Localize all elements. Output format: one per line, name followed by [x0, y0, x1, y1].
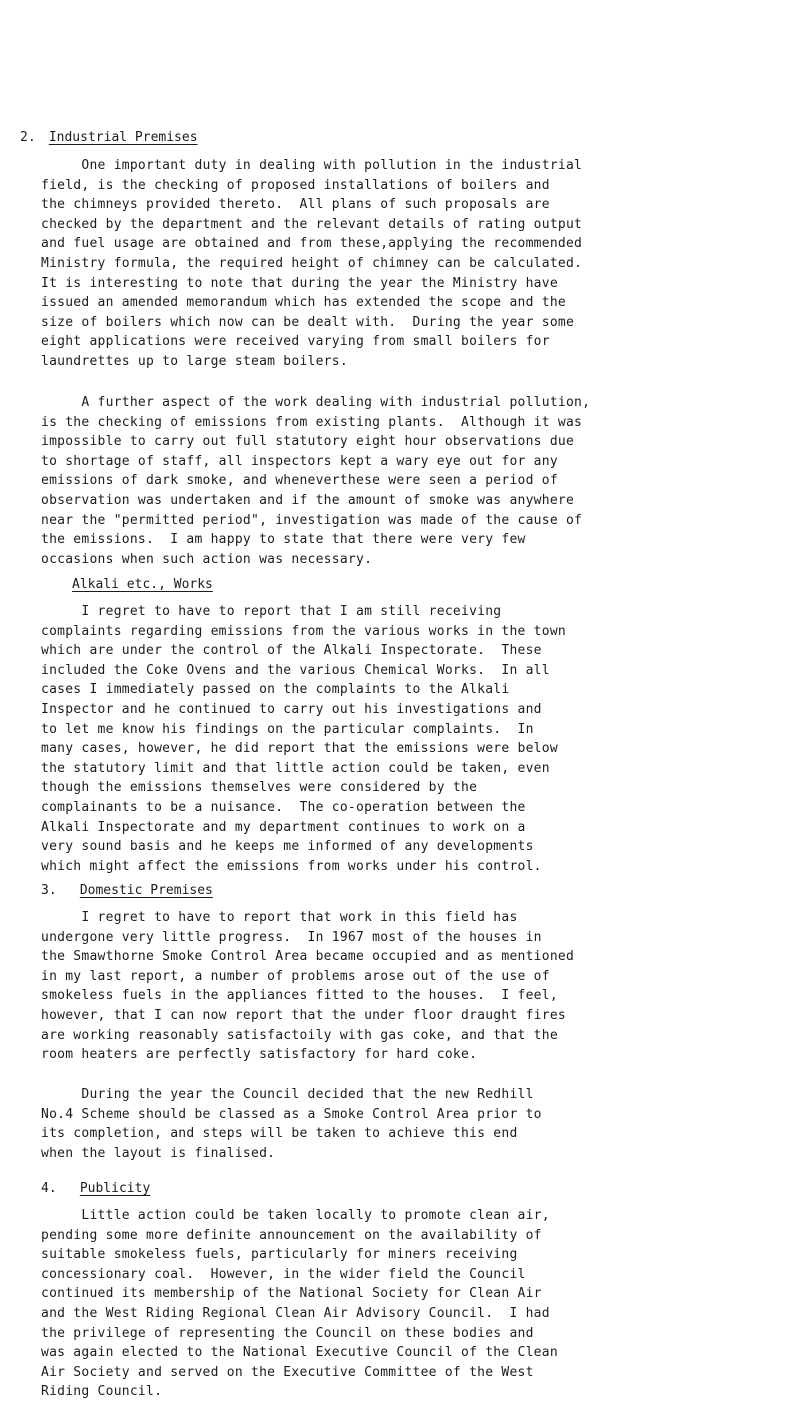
section-title: Publicity — [79, 1181, 151, 1196]
text-line: Inspector and he continued to carry out his investigations and — [41, 701, 542, 717]
paragraph-domestic-1 — [41, 908, 721, 1065]
text-line: included the Coke Ovens and the various Chemical Works. In all — [41, 662, 550, 678]
text-line: occasions when such action was necessary. — [41, 551, 373, 567]
text-line: however, that I can now report that the under floor draught fires — [41, 1007, 566, 1023]
text-line: its completion, and steps will be taken to achieve this end — [41, 1126, 518, 1142]
text-line: cases I immediately passed on the complaints to the Alkali — [41, 682, 510, 698]
text-line: Ministry formula, the required height of chimney can be calculated. — [41, 255, 583, 271]
text-line: I regret to have to report that work in this field has — [41, 910, 518, 925]
paragraph-industrial-2 — [41, 393, 721, 569]
text-line: in my last report, a number of problems arose out of the use of — [41, 968, 550, 984]
text-line: pending some more definite announcement on the availability of — [41, 1227, 542, 1243]
text-line: many cases, however, he did report that the emissions were below — [41, 741, 558, 757]
paragraph-publicity-1 — [41, 1206, 721, 1402]
text-line: complaints regarding emissions from the various works in the town — [41, 623, 566, 639]
subsection-title: Alkali etc., Works — [72, 577, 213, 592]
text-line: emissions of dark smoke, and wheneverthese were seen a period of — [41, 473, 558, 489]
text-line: very sound basis and he keeps me informed of any developments — [41, 839, 534, 855]
text-line: I regret to have to report that I am still receiving — [41, 604, 502, 619]
text-line: which are under the control of the Alkali Inspectorate. These — [41, 643, 542, 659]
paragraph-alkali-1 — [41, 602, 721, 876]
text-line: are working reasonably satisfactoily with gas coke, and that the — [41, 1027, 558, 1043]
text-line: issued an amended memorandum which has extended the scope and the — [41, 295, 566, 311]
text-line: concessionary coal. However, in the wider field the Council — [41, 1266, 526, 1282]
text-line: to shortage of staff, all inspectors kept a wary eye out for any — [41, 453, 558, 469]
text-line: which might affect the emissions from works under his control. — [41, 858, 542, 874]
section-number: 4. — [41, 1181, 57, 1196]
text-line: Air Society and served on the Executive Committee of the West — [41, 1364, 534, 1380]
text-line: the Smawthorne Smoke Control Area became occupied and as mentioned — [41, 949, 575, 965]
paragraph-domestic-2 — [41, 1085, 721, 1163]
text-line: the privilege of representing the Council on these bodies and — [41, 1325, 534, 1341]
text-line: eight applications were received varying from small boilers for — [41, 334, 550, 350]
section-number: 2. — [20, 130, 36, 145]
text-line: complainants to be a nuisance. The co-operation between the — [41, 799, 526, 815]
text-line: smokeless fuels in the appliances fitted to the houses. I feel, — [41, 988, 558, 1004]
text-line: continued its membership of the National Society for Clean Air — [41, 1286, 542, 1302]
text-line: is the checking of emissions from existing plants. Although it was — [41, 414, 583, 430]
text-line: Little action could be taken locally to promote clean air, — [41, 1208, 550, 1223]
text-line: field, is the checking of proposed installations of boilers and — [41, 177, 550, 193]
text-line: A further aspect of the work dealing with industrial pollution, — [41, 395, 591, 410]
section-heading-industrial — [20, 129, 198, 147]
text-line: was again elected to the National Executive Council of the Clean — [41, 1345, 558, 1361]
text-line: and the West Riding Regional Clean Air Advisory Council. I had — [41, 1305, 550, 1321]
text-line: observation was undertaken and if the amount of smoke was anywhere — [41, 492, 575, 508]
text-line: impossible to carry out full statutory eight hour observations due — [41, 434, 575, 450]
text-line: During the year the Council decided that the new Redhill — [41, 1087, 534, 1102]
text-line: checked by the department and the relevant details of rating output — [41, 216, 583, 232]
text-line: It is interesting to note that during the year the Ministry have — [41, 275, 558, 291]
section-title: Domestic Premises — [79, 883, 213, 898]
text-line: No.4 Scheme should be classed as a Smoke Control Area prior to — [41, 1106, 542, 1122]
text-line: One important duty in dealing with pollution in the industrial — [41, 158, 583, 173]
section-heading-publicity — [41, 1180, 150, 1198]
section-heading-domestic — [41, 882, 213, 900]
subheading-alkali — [72, 576, 213, 594]
text-line: and fuel usage are obtained and from these,applying the recommended — [41, 236, 583, 252]
text-line: suitable smokeless fuels, particularly for miners receiving — [41, 1247, 518, 1263]
paragraph-industrial-1 — [41, 156, 721, 372]
text-line: Alkali Inspectorate and my department continues to work on a — [41, 819, 526, 835]
text-line: the emissions. I am happy to state that there were very few — [41, 532, 526, 548]
text-line: though the emissions themselves were considered by the — [41, 780, 478, 796]
text-line: near the "permitted period", investigation was made of the cause of — [41, 512, 583, 528]
text-line: the statutory limit and that little action could be taken, even — [41, 760, 550, 776]
text-line: undergone very little progress. In 1967 most of the houses in — [41, 929, 542, 945]
text-line: the chimneys provided thereto. All plans of such proposals are — [41, 197, 550, 213]
text-line: laundrettes up to large steam boilers. — [41, 353, 348, 369]
text-line: size of boilers which now can be dealt with. During the year some — [41, 314, 575, 330]
text-line: Riding Council. — [41, 1384, 163, 1400]
text-line: room heaters are perfectly satisfactory for hard coke. — [41, 1047, 478, 1063]
section-title: Industrial Premises — [48, 130, 198, 145]
text-line: to let me know his findings on the particular complaints. In — [41, 721, 534, 737]
section-number: 3. — [41, 883, 57, 898]
text-line: when the layout is finalised. — [41, 1145, 276, 1161]
